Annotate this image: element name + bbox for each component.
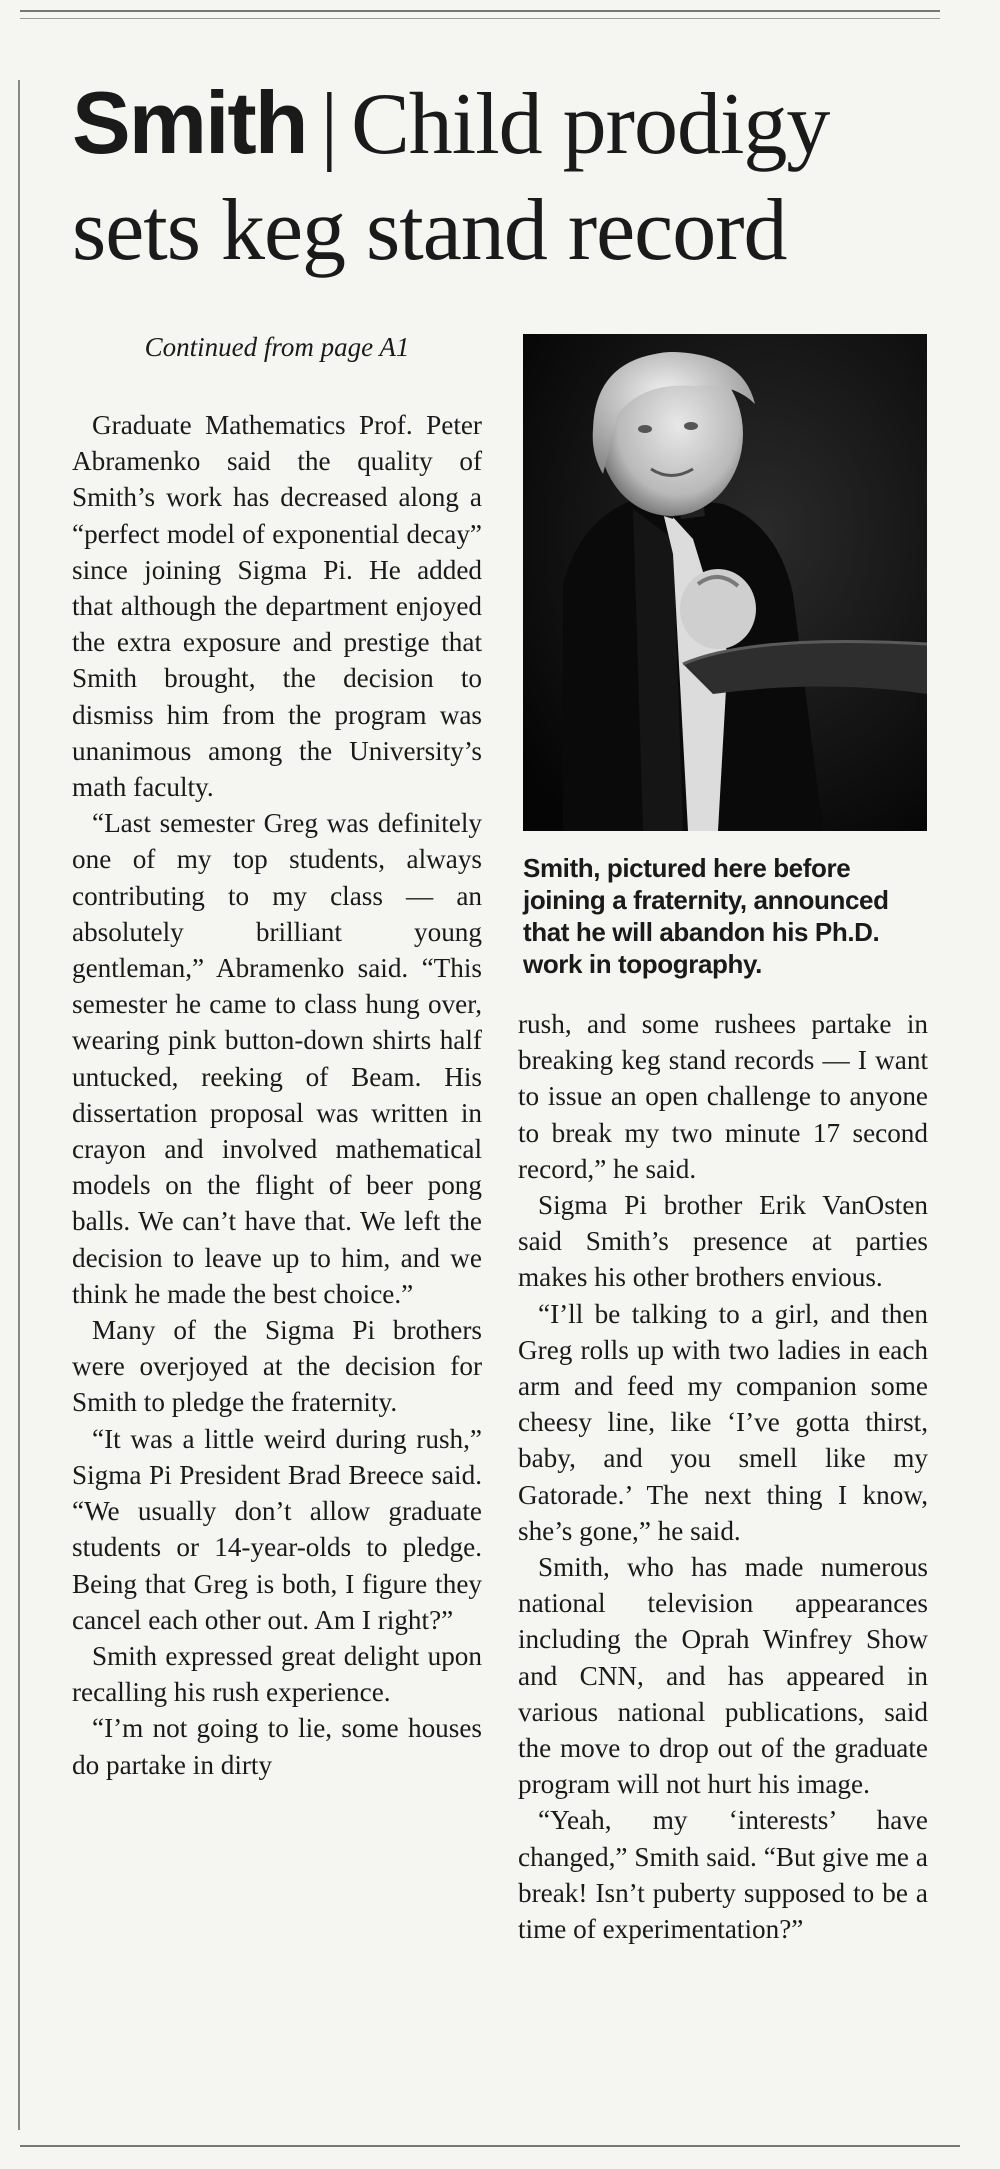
left-margin-rule <box>18 80 20 2130</box>
bottom-rule <box>20 2145 960 2147</box>
paragraph: Graduate Mathematics Prof. Peter Abramenko said the quality of Smith’s work has decreased along a “perfect model of exponential decay” since joining Sigma Pi. He added that although the department enjoyed the extra exposure and prestige that Smith brought, the decision to dismiss him from the program was unanimous among the University’s math faculty. <box>72 410 482 803</box>
paragraph: “Last semester Greg was definitely one of my top students, always contributing to my class — an absolutely brilliant young gentleman,” Abramenko said. “This semester he came to class hung over, wearing pink button-down shirts half untucked, reeking of Beam. His dissertation proposal was written in crayon and involved mathematical models on the flight of beer pong balls. We can’t have that. We left the decision to leave up to him, and we think he made the best choice.” <box>72 808 482 1309</box>
photo-caption: Smith, pictured here before joining a fraternity, announced that he will abandon his Ph.D. work in topography. <box>523 853 889 979</box>
jump-line: Continued from page A1 <box>144 332 410 362</box>
top-rule <box>20 10 940 12</box>
paragraph: Many of the Sigma Pi brothers were overjoyed at the decision for Smith to pledge the fraternity. <box>72 1315 482 1418</box>
top-rule-thin <box>20 18 940 19</box>
photo-portrait-graphic <box>523 334 927 831</box>
paragraph: “I’m not going to lie, some houses do partake in dirty <box>72 1713 482 1780</box>
article-photo <box>523 334 927 831</box>
article-column-right <box>518 1006 928 1947</box>
paragraph: Smith, who has made numerous national television appearances including the Oprah Winfrey Show and CNN, and has appeared in various national publications, said the move to drop out of the graduate program will not hurt his image. <box>518 1552 928 1800</box>
paragraph: Smith expressed great delight upon recalling his rush experience. <box>72 1640 482 1708</box>
headline <box>72 70 952 284</box>
headline-title: Child prodigy sets keg stand record <box>72 76 830 279</box>
headline-separator: | <box>320 76 338 173</box>
headline-kicker: Smith <box>72 73 307 172</box>
paragraph: rush, and some rushees partake in breaking keg stand records — I want to issue an open challenge to anyone to break my two minute 17 second record,” he said. <box>518 1009 928 1184</box>
paragraph: “Yeah, my ‘interests’ have changed,” Smith said. “But give me a break! Isn’t puberty supposed to be a time of experimentation?” <box>518 1805 928 1945</box>
paragraph: “It was a little weird during rush,” Sigma Pi President Brad Breece said. “We usually don’t allow graduate students or 14-year-olds to pledge. Being that Greg is both, I figure they cancel each other out. Am I right?” <box>72 1423 482 1635</box>
article-column-left <box>72 327 482 1783</box>
paragraph: “I’ll be talking to a girl, and then Greg rolls up with two ladies in each arm and feed my companion some cheesy line, like ‘I’ve gotta thirst, baby, and you smell like my Gatorade.’ The next thing I know, she’s gone,” he said. <box>518 1298 928 1546</box>
paragraph: Sigma Pi brother Erik VanOsten said Smith’s presence at parties makes his other brothers envious. <box>518 1190 928 1293</box>
